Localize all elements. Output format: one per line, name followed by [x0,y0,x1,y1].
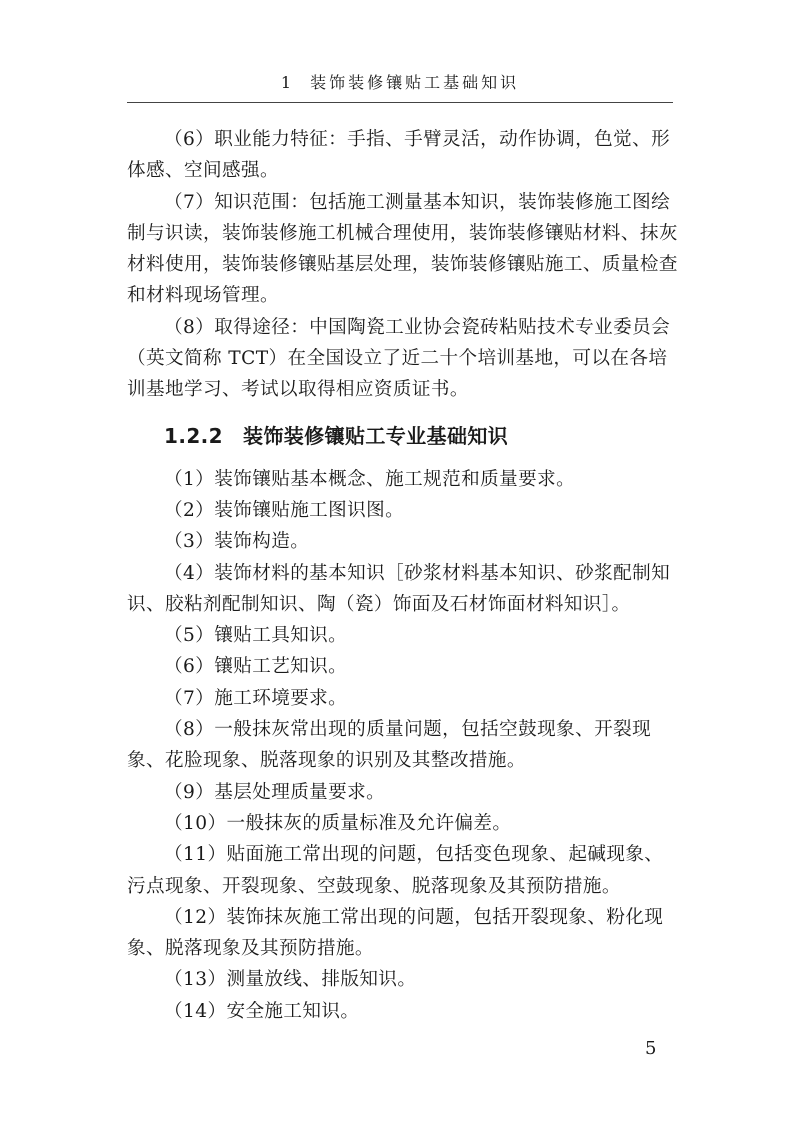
page-number: 5 [645,1038,657,1059]
list-item: （11）贴面施工常出现的问题，包括变色现象、起碱现象、污点现象、开裂现象、空鼓现象、脱落现象及其预防措施。 [127,844,664,897]
list-item: （13）测量放线、排版知识。 [164,969,417,991]
paragraph: （6）职业能力特征：手指、手臂灵活，动作协调，色觉、形体感、空间感强。 [127,129,671,182]
body-text [127,124,679,1027]
list-item: （7）施工环境要求。 [164,687,348,709]
section-heading [127,417,679,455]
paragraph: （7）知识范围：包括施工测量基本知识，装饰装修施工图绘制与识读，装饰装修施工机械合理使用，装饰装修镶贴材料、抹灰材料使用，装饰装修镶贴基层处理，装饰装修镶贴施工、质量检查和材料现场管理。 [127,191,678,307]
list-item: （10）一般抹灰的质量标准及允许偏差。 [164,812,512,834]
running-header [127,64,673,103]
chapter-title: 装饰装修镶贴工基础知识 [310,73,520,92]
paragraph: （8）取得途径：中国陶瓷工业协会瓷砖粘贴技术专业委员会（英文简称 TCT）在全国设立了近二十个培训基地，可以在各培训基地学习、考试以取得相应资质证书。 [127,316,671,401]
list-item: （12）装饰抹灰施工常出现的问题，包括开裂现象、粉化现象、脱落现象及其预防措施。 [127,906,664,960]
section-number: 1.2.2 [164,423,223,448]
chapter-number: 1 [280,73,295,92]
list-item: （8）一般抹灰常出现的质量问题，包括空鼓现象、开裂现象、花脸现象、脱落现象的识别及其整改措施。 [127,719,652,772]
list-item: （9）基层处理质量要求。 [164,781,386,803]
list-item: （2）装饰镶贴施工图识图。 [164,499,405,521]
list-item: （6）镶贴工艺知识。 [164,656,348,678]
section-title: 装饰装修镶贴工专业基础知识 [242,423,509,448]
list-item: （5）镶贴工具知识。 [164,625,348,647]
list-item: （4）装饰材料的基本知识［砂浆材料基本知识、砂浆配制知识、胶粘剂配制知识、陶（瓷）饰面及石材饰面材料知识］。 [127,562,671,615]
list-item: （14）安全施工知识。 [164,1000,360,1022]
list-item: （1）装饰镶贴基本概念、施工规范和质量要求。 [164,468,576,490]
list-item: （3）装饰构造。 [164,531,310,553]
